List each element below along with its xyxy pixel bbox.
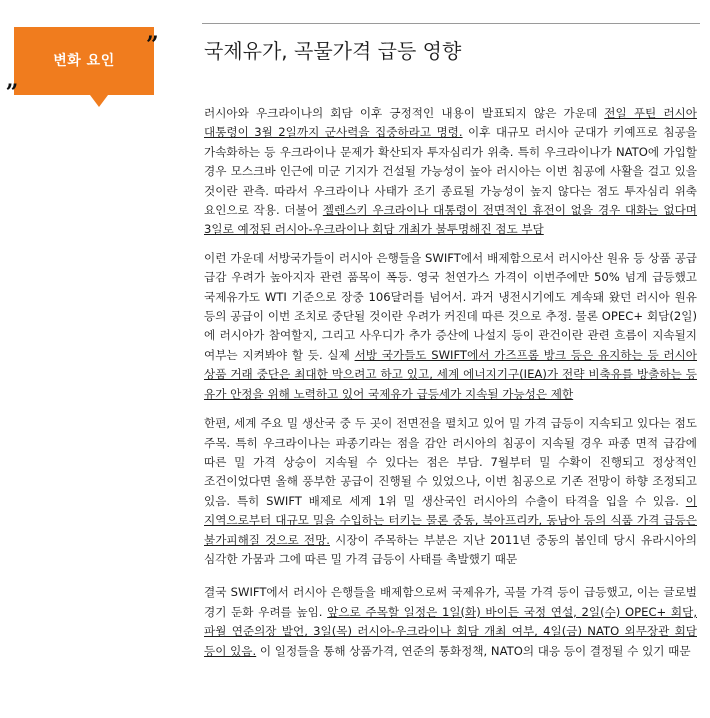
- text-run: 이런 가운데 서방국가들이 러시아 은행들을 SWIFT에서 배제함으로서 러시아산 원유 등 상품 공급 급감 우려가 높아지자 관련 품목이 폭등. 영국 천연가스 가격이 이번주에만 50% 넘게 급등했고 국제유가도 WTI 기준으로 장중 106달러를 넘어서. 과거 냉전시기에도 계속돼 왔던 러시아 원유 등의 공급이 이번 조치로 중단될 것이란 우려가 커진데 따른 것으로 추정. 물론 OPEC+ 회담(2일)에 러시아가 참여할지, 그리고 사우디가 추가 증산에 나설지 등이 관건이란 관련 흐름이 지속될지 여부는 지켜봐야 할 듯. 실제: [204, 250, 697, 362]
- section-badge: [14, 27, 154, 95]
- paragraph: [204, 414, 697, 569]
- underlined-text-run: 전일 푸틴 러시아 대통령이 3월 2일까지 군사력을 집중하라고 명령.: [204, 106, 697, 140]
- underlined-text-run: 이 지역으로부터 대규모 밀을 수입하는 터키는 물론 중동, 북아프리카, 동남아 등의 식품 가격 급등은 불가피해질 것으로 전망.: [204, 493, 697, 547]
- close-quote-mark: ”: [146, 32, 159, 58]
- text-run: 이 일정들을 통해 상품가격, 연준의 통화정책, NATO의 대응 등이 결정될 수 있기 때문: [256, 643, 691, 658]
- page-title: 국제유가, 곡물가격 급등 영향: [204, 39, 462, 63]
- title-rule: [202, 23, 700, 24]
- paragraph: [204, 104, 697, 240]
- underlined-text-run: 젤렌스키 우크라이나 대통령이 전면적인 휴전이 없을 경우 대화는 없다며 3일로 예정된 러시아-우크라이나 회담 개최가 불투명해진 점도 부담: [204, 203, 697, 237]
- text-run: 러시아와 우크라이나의 회담 이후 긍정적인 내용이 발표되지 않은 가운데: [204, 106, 605, 120]
- text-run: 이후 대규모 러시아 군대가 키예프로 침공을 가속화하는 등 우크라이나 문제가 확산되자 투자심리가 위축. 특히 우크라이나가 NATO에 가입할 경우 모스크바 인근에 미군 기지가 건설될 가능성이 높아 러시아는 이번 침공에 사활을 걸고 있을 것이란 관측. 따라서 우크라이나 사태가 조기 종료될 가능성이 높지 않다는 점도 투자심리 위축 요인으로 작용. 더불어: [204, 125, 697, 218]
- underlined-text-run: 서방 국가들도 SWIFT에서 가즈프롬 방크 등은 유지하는 등 러시아 상품 거래 중단은 최대한 막으려고 하고 있고, 세계 에너지기구(IEA)가 전략 비축유를 방출하는 등 유가 안정을 위해 노력하고 있어 국제유가 급등세가 지속될 가능성은 제한: [204, 347, 698, 401]
- article-body: [204, 104, 697, 661]
- underlined-text-run: 앞으로 주목할 일정은 1일(화) 바이든 국정 연설, 2일(수) OPEC+ 회담, 파월 연준의장 발언, 3일(목) 러시아-우크라이나 회담 개최 여부, 4일(금) NATO 외무장관 회담 등이 있음.: [204, 604, 697, 658]
- paragraph: [204, 583, 697, 661]
- text-run: 시장이 주목하는 부분은 지난 2011년 중동의 봄인데 당시 유라시아의 심각한 가뭄과 그에 따른 밀 가격 급등이 사태를 촉발했기 때문: [204, 532, 697, 566]
- paragraph: [204, 249, 697, 404]
- badge-pointer: [90, 95, 108, 107]
- text-run: 결국 SWIFT에서 러시아 은행들을 배제함으로써 국제유가, 곡물 가격 등이 급등했고, 이는 글로벌 경기 둔화 우려를 높임.: [204, 585, 697, 619]
- text-run: 한편, 세계 주요 밀 생산국 중 두 곳이 전면전을 펼치고 있어 밀 가격 급등이 지속되고 있다는 점도 주목. 특히 우크라이나는 파종기라는 점을 감안 러시아의 침공이 지속될 경우 파종 면적 급감에 따른 밀 가격 상승이 지속될 수 있다는 점은 부담. 7월부터 밀 수확이 진행되고 정상적인 조건이었다면 올해 풍부한 공급이 진행될 수 있었으나, 이번 침공으로 기존 전망이 하향 조정되고 있음. 특히 SWIFT 배제로 세계 1위 밀 생산국인 러시아의 수출이 타격을 입을 수 있음.: [204, 416, 697, 508]
- open-quote-mark: „: [6, 67, 19, 93]
- badge-label: 변화 요인: [53, 53, 115, 69]
